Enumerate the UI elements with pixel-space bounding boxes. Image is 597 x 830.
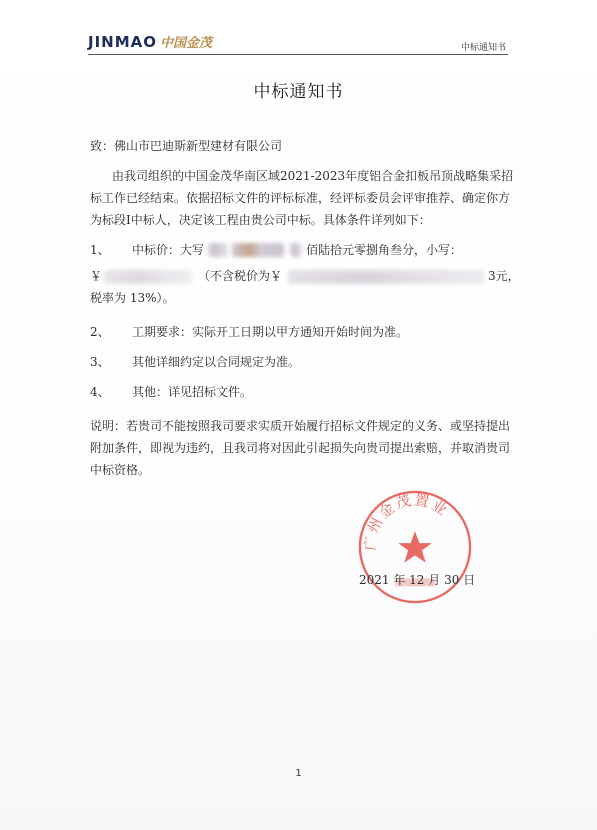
header-divider [88, 54, 508, 55]
item-3-text: 其他详细约定以合同规定为准。 [132, 355, 301, 369]
item-1-line2-mid: （不含税价为￥ [198, 269, 283, 283]
item-4-text: 其他：详见招标文件。 [132, 385, 253, 399]
item-2-text: 工期要求：实际开工日期以甲方通知开始时间为准。 [132, 325, 409, 339]
item-1-line3: 税率为 13%）。 [90, 291, 175, 305]
header-doc-label: 中标通知书 [460, 43, 506, 53]
item-1-number: 1、 [90, 243, 110, 257]
item-1-line2-end: 3元， [488, 269, 520, 283]
logo-chinese: 中国金茂 [160, 36, 213, 51]
redaction-block [288, 270, 484, 284]
company-seal-stamp [356, 488, 474, 606]
recipient-line: 致：佛山市巴迪斯新型建材有限公司 [90, 139, 283, 153]
intro-line-2: 标工作已经结束。依据招标文件的评标标准，经评标委员会评审推荐、确定你方 [90, 191, 511, 205]
document-title: 中标通知书 [253, 82, 344, 102]
page-number: 1 [295, 768, 302, 779]
item-4-number: 4、 [90, 385, 110, 399]
page-header [88, 28, 508, 56]
logo-english: JINMAO [88, 32, 158, 51]
redaction-block [232, 243, 284, 257]
note-line-1: 说明：若贵司不能按照我司要求实质开始履行招标文件规定的义务、或坚持提出 [90, 419, 511, 433]
note-line-3: 中标资格。 [90, 463, 151, 477]
item-1-line2-prefix: ￥ [90, 269, 103, 283]
item-1-text: 佰陆拾元零捌角叁分，小写： [306, 243, 463, 257]
intro-line-3: 为标段Ⅰ中标人，决定该工程由贵公司中标。具体条件详列如下： [90, 213, 431, 227]
item-1-label: 中标价：大写 [132, 243, 205, 257]
note-line-2: 附加条件，即视为违约，且我司将对因此引起损失向贵司提出索赔，并取消贵司 [90, 441, 511, 455]
issue-date: 2021 年 12 月 30 日 [359, 573, 476, 587]
svg-text:广州金茂置业: 广州金茂置业 [362, 491, 452, 552]
redaction-block [104, 270, 192, 284]
redaction-block [208, 243, 228, 257]
redaction-block [290, 243, 302, 257]
item-3-number: 3、 [90, 355, 110, 369]
intro-line-1: 由我司组织的中国金茂华南区域2021-2023年度铝合金扣板吊顶战略集采招 [112, 169, 514, 183]
seal-star-icon [398, 531, 431, 562]
jinmao-logo [88, 32, 212, 51]
item-2-number: 2、 [90, 325, 110, 339]
